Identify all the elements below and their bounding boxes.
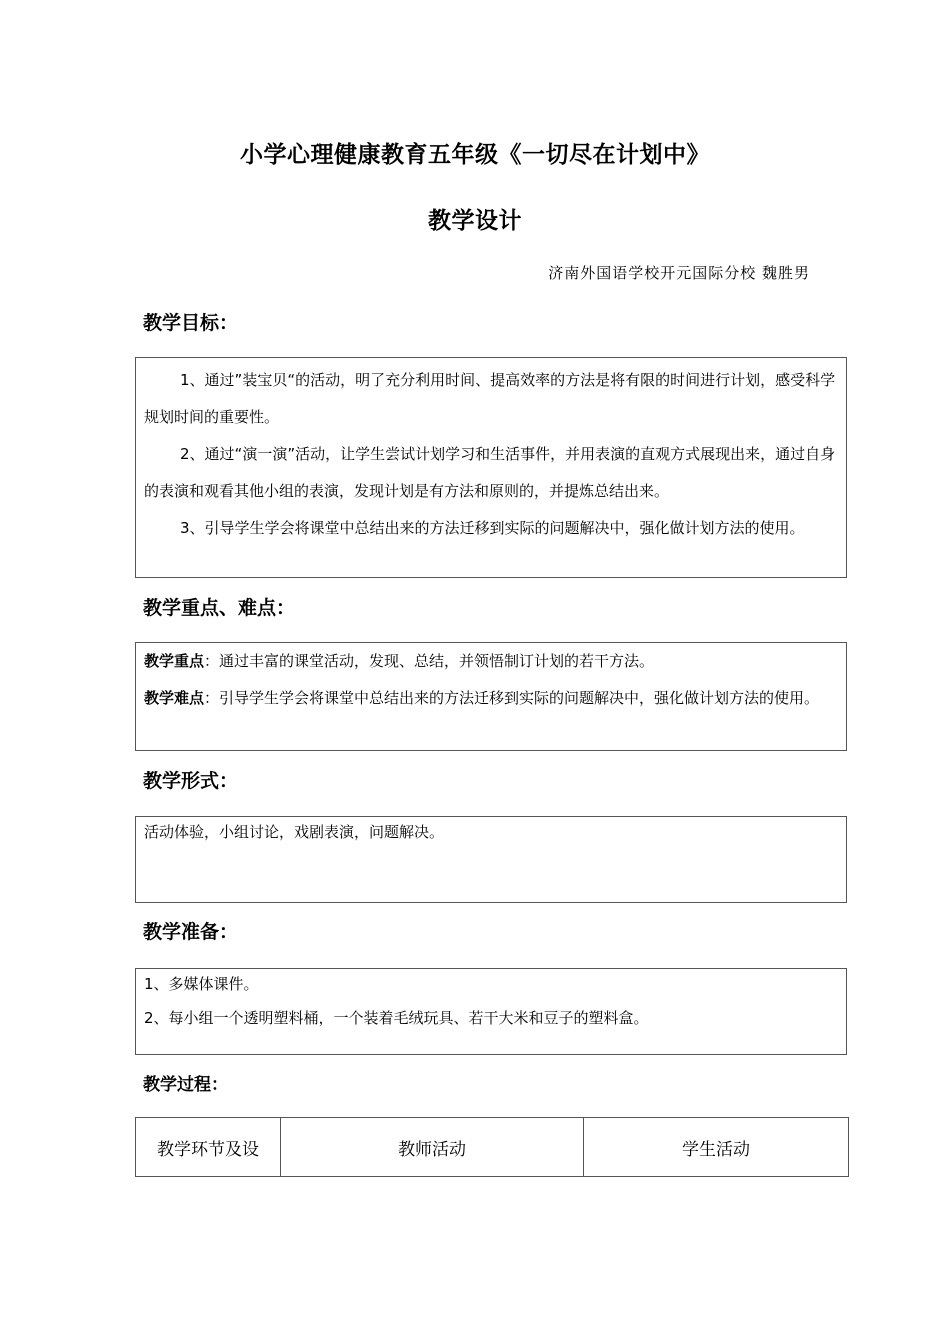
key-points-box [135, 642, 847, 751]
objective-item: 3、引导学生学会将课堂中总结出来的方法迁移到实际的问题解决中，强化做计划方法的使用。 [180, 519, 805, 537]
key-point-row [144, 643, 836, 680]
preparation-item: 1、多媒体课件。 [144, 975, 259, 993]
process-column-teacher: 教师活动 [281, 1118, 584, 1177]
process-header-row [136, 1118, 849, 1177]
key-points-heading: 教学重点、难点： [143, 597, 296, 619]
format-heading: 教学形式： [143, 770, 239, 792]
objectives-box [135, 357, 847, 578]
process-column-student: 学生活动 [584, 1118, 849, 1177]
document-subtitle: 教学设计 [428, 208, 522, 234]
document-title: 小学心理健康教育五年级《一切尽在计划中》 [240, 142, 710, 168]
preparation-item: 2、每小组一个透明塑料桶，一个装着毛绒玩具、若干大米和豆子的塑料盒。 [144, 1009, 649, 1027]
difficult-point-row [144, 680, 836, 717]
process-column-stage: 教学环节及设 [136, 1118, 281, 1177]
key-point-text: ：通过丰富的课堂活动，发现、总结，并领悟制订计划的若干方法。 [204, 652, 655, 670]
objective-item: 2、通过“演一演”活动，让学生尝试计划学习和生活事件，并用表演的直观方式展现出来，通过自身的表演和观看其他小组的表演，发现计划是有方法和原则的，并提炼总结出来。 [144, 445, 836, 500]
objective-item: 1、通过”装宝贝“的活动，明了充分利用时间、提高效率的方法是将有限的时间进行计划，感受科学规划时间的重要性。 [144, 371, 836, 426]
format-box [135, 816, 847, 903]
preparation-heading: 教学准备： [143, 921, 239, 943]
key-point-label: 教学重点 [144, 652, 205, 670]
author-line: 济南外国语学校开元国际分校 魏胜男 [548, 264, 810, 282]
difficult-point-label: 教学难点 [144, 689, 205, 707]
format-text: 活动体验，小组讨论，戏剧表演，问题解决。 [144, 823, 445, 841]
objectives-heading: 教学目标： [143, 312, 239, 334]
process-table [135, 1117, 849, 1177]
difficult-point-text: ：引导学生学会将课堂中总结出来的方法迁移到实际的问题解决中，强化做计划方法的使用。 [204, 689, 820, 707]
process-heading: 教学过程： [143, 1075, 228, 1095]
preparation-box [135, 968, 847, 1055]
